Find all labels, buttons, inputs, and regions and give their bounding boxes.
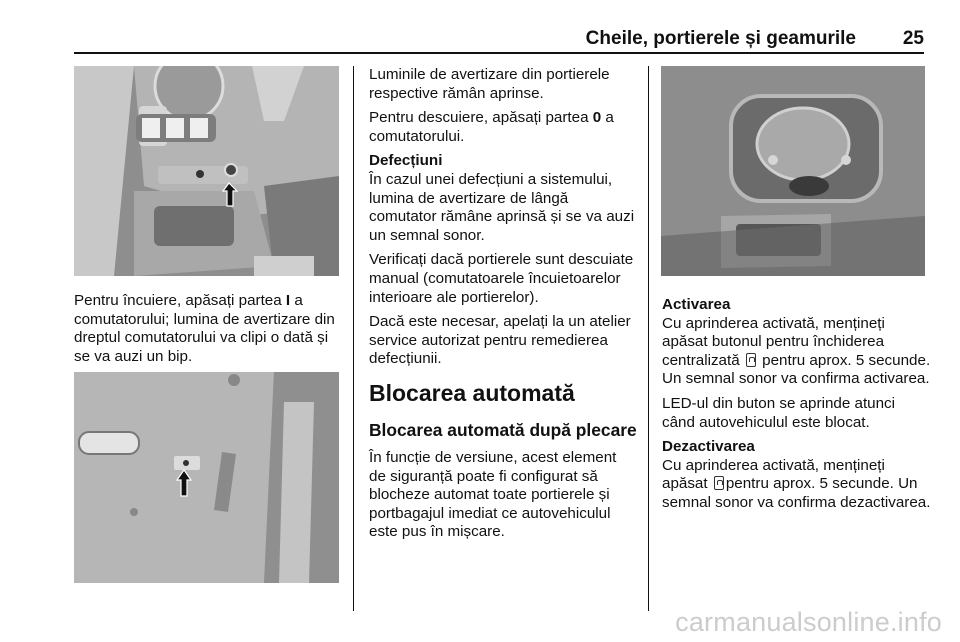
ceiling-console-photo bbox=[661, 66, 925, 276]
page-title: Cheile, portierele și geamurile bbox=[585, 28, 856, 49]
central-lock-icon bbox=[714, 476, 724, 490]
dashboard-switch-photo bbox=[74, 66, 339, 276]
auto-lock-paragraph: În funcție de versiune, acest element de siguranță poate fi configurat să blocheze automat toate portierele și portbagajul imediat ce autovehiculul este pus în mișcare. bbox=[369, 448, 617, 541]
left-column bbox=[74, 292, 344, 372]
header-rule bbox=[74, 52, 924, 54]
activation-heading: Activarea bbox=[662, 296, 731, 313]
section-title: Blocarea automată bbox=[369, 379, 575, 406]
deactivation-heading: Dezactivarea bbox=[662, 438, 755, 456]
column-divider-1 bbox=[353, 66, 354, 611]
activation-paragraph-2: LED-ul din buton se aprinde atunci când autovehiculul este blocat. bbox=[662, 394, 896, 431]
defects-paragraph-1: În cazul unei defecțiuni a sistemului, lumina de avertizare de lângă comutator rămâne aprinsă și se va auzi un semnal sonor. bbox=[369, 170, 635, 244]
defects-paragraph-2: Verificați dacă portierele sunt descuiate manual (comutatoarele încuietoarelor interioare ale portierelor). bbox=[369, 251, 634, 306]
column-divider-2 bbox=[648, 66, 649, 611]
door-panel-photo bbox=[74, 372, 339, 583]
deactivation-paragraph: Cu aprinderea activată, mențineți apăsat pentru aprox. 5 secunde. Un semnal sonor va confirma dezactivarea. bbox=[662, 456, 931, 511]
right-column bbox=[662, 296, 932, 519]
page-number: 25 bbox=[902, 28, 924, 49]
defects-heading: Defecțiuni bbox=[369, 152, 443, 170]
activation-paragraph-1: Cu aprinderea activată, mențineți apăsat butonul pentru închiderea centralizată pentru aprox. 5 secunde. Un semnal sonor va confirma activarea. bbox=[662, 314, 931, 388]
unlock-instruction: Pentru descuiere, apăsați partea 0 a comutatorului. bbox=[369, 109, 614, 145]
watermark: carmanualsonline.info bbox=[675, 607, 942, 637]
defects-paragraph-3: Dacă este necesar, apelați la un atelier service autorizat pentru remedierea defecțiunii. bbox=[369, 313, 631, 368]
subsection-title: Blocarea automată după plecare bbox=[369, 419, 637, 440]
warning-lights-paragraph: Luminile de avertizare din portierele respective rămân aprinse. bbox=[369, 66, 610, 102]
middle-column bbox=[369, 66, 637, 548]
lock-instruction: Pentru încuiere, apăsați partea I a comutatorului; lumina de avertizare din dreptul comutatorului va clipi o dată și se va auzi un bip. bbox=[74, 292, 335, 365]
central-lock-icon bbox=[746, 353, 756, 367]
